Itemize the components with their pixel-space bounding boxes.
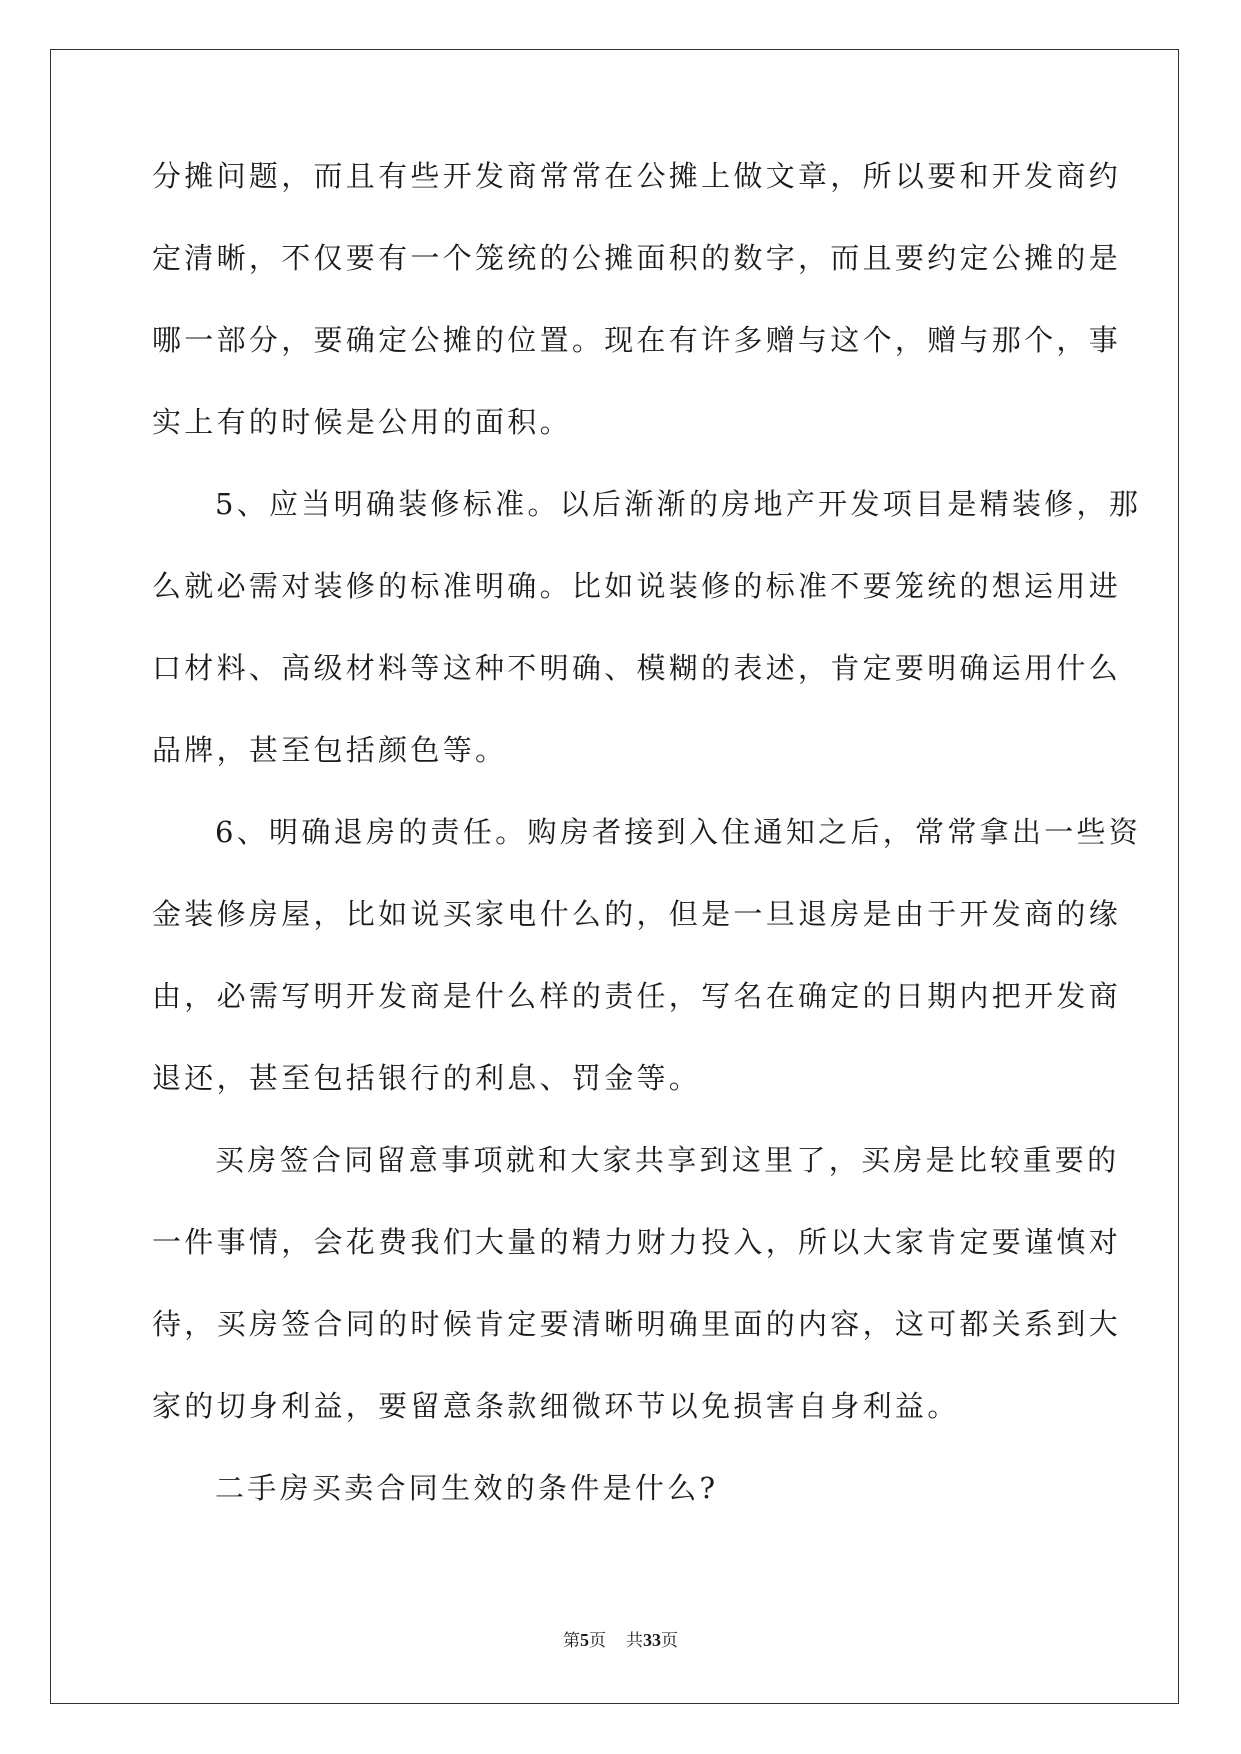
text-line: 分摊问题，而且有些开发商常常在公摊上做文章，所以要和开发商约: [152, 159, 1122, 193]
text-line: 家的切身利益，要留意条款细微环节以免损害自身利益。: [152, 1389, 960, 1423]
text-line: 5、应当明确装修标准。以后渐渐的房地产开发项目是精装修，那: [215, 487, 1142, 521]
total-pages: 33: [643, 1630, 661, 1650]
text-line: 由，必需写明开发商是什么样的责任，写名在确定的日期内把开发商: [152, 979, 1122, 1013]
total-prefix: 共: [626, 1631, 643, 1651]
text-line: 么就必需对装修的标准明确。比如说装修的标准不要笼统的想运用进: [152, 569, 1122, 603]
text-line: 买房签合同留意事项就和大家共享到这里了，买房是比较重要的: [215, 1143, 1120, 1177]
text-line: 待，买房签合同的时候肯定要清晰明确里面的内容，这可都关系到大: [152, 1307, 1122, 1341]
text-line: 金装修房屋，比如说买家电什么的，但是一旦退房是由于开发商的缘: [152, 897, 1122, 931]
text-line: 一件事情，会花费我们大量的精力财力投入，所以大家肯定要谨慎对: [152, 1225, 1122, 1259]
text-line: 6、明确退房的责任。购房者接到入住通知之后，常常拿出一些资: [215, 815, 1142, 849]
text-line: 二手房买卖合同生效的条件是什么?: [215, 1471, 719, 1505]
text-line: 品牌，甚至包括颜色等。: [152, 733, 508, 767]
text-line: 退还，甚至包括银行的利息、罚金等。: [152, 1061, 702, 1095]
page-suffix: 页: [589, 1631, 606, 1651]
text-line: 定清晰，不仅要有一个笼统的公摊面积的数字，而且要约定公摊的是: [152, 241, 1122, 275]
text-line: 哪一部分，要确定公摊的位置。现在有许多赠与这个，赠与那个，事: [152, 323, 1122, 357]
page-footer: [0, 1626, 1241, 1651]
text-line: 实上有的时候是公用的面积。: [152, 405, 572, 439]
total-suffix: 页: [661, 1631, 678, 1651]
document-body: [152, 158, 1142, 1552]
page-number: 5: [580, 1630, 589, 1650]
text-line: 口材料、高级材料等这种不明确、模糊的表述，肯定要明确运用什么: [152, 651, 1122, 685]
page-prefix: 第: [563, 1631, 580, 1651]
